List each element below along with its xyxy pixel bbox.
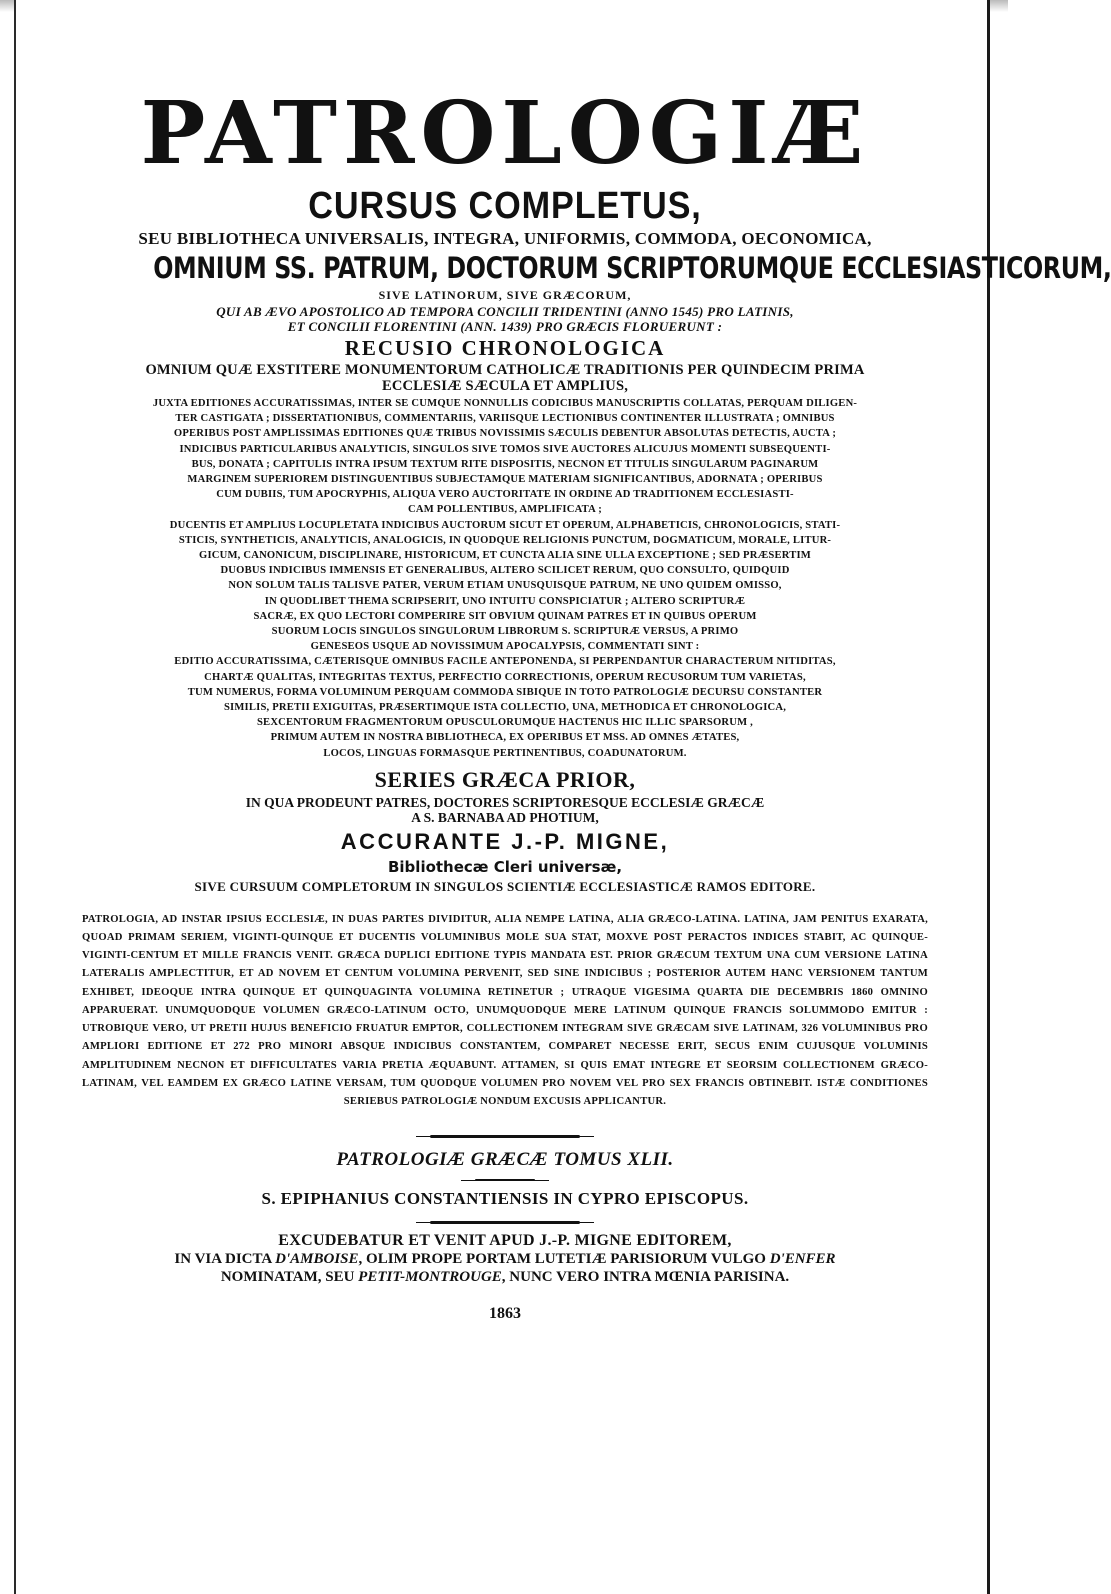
qui-line-1: QUI AB ÆVO APOSTOLICO AD TEMPORA CONCILII TRIDENTINI (ANNO 1545) PRO LATINIS, <box>216 304 794 319</box>
title-page-content <box>76 83 1111 1326</box>
description-line: BUS, DONATA ; CAPITULIS INTRA IPSUM TEXTUM RITE DISPOSITIS, NECNON ET TITULIS SINGULARUM PAGINARUM <box>191 458 819 470</box>
editor-name: ACCURANTE J.-P. MIGNE, <box>340 828 670 854</box>
main-title: PATROLOGIÆ <box>140 83 870 184</box>
description-line: PRIMUM AUTEM IN NOSTRA BIBLIOTHECA, EX OPERIBUS ET MSS. AD OMNES ÆTATES, <box>270 732 740 744</box>
description-line: GICUM, CANONICUM, DISCIPLINARE, HISTORICUM, ET CUNCTA ALIA SINE ULLA EXCEPTIONE ; SED PRÆSERTIM <box>199 550 811 562</box>
qui-line-2: ET CONCILII FLORENTINI (ANN. 1439) PRO GRÆCIS FLORUERUNT : <box>287 319 723 334</box>
divider-1 <box>76 1125 934 1147</box>
description-line: IN QUODLIBET THEMA SCRIPSERIT, UNO INTUITU CONSPICIATUR ; ALTERO SCRIPTURÆ <box>264 595 746 607</box>
imprint-excudebatur: EXCUDEBATUR ET VENIT APUD J.-P. MIGNE EDITOREM, <box>278 1232 732 1250</box>
patrologia-paragraph: PATROLOGIA, AD INSTAR IPSIUS ECCLESIÆ, IN DUAS PARTES DIVIDITUR, ALIA NEMPE LATINA, ALIA GRÆCO-LATINA. LATINA, JAM PENITUS EXARATA, QUOAD PRIMAM SERIEM, VIGINTI-QUINQUE ET DUCENTIS VOLUMINIBUS MOLE SUA STAT, MOXVE POST PERACTOS INDICES STABIT, AC QUINQUE-VIGINTI-CENTUM ET MILLE FRANCIS VENIT. GRÆCA DUPLICI EDITIONE TYPIS MANDATA EST. PRIOR GRÆCUM TEXTUM UNA CUM VERSIONE LATINA LATERALIS AMPLECTITUR, ET AD NOVEM ET CENTUM VOLUMINA PERVENIT, SED SINE INDICIBUS ; POSTERIOR AUTEM HANC VERSIONEM TANTUM EXHIBET, IDEOQUE INTRA QUINQUE ET QUINQUAGINTA VOLUMINA RETINETUR ; UTRAQUE VIGESIMA QUARTA DIE DECEMBRIS 1860 OMNINO APPARUERAT. UNUMQUODQUE VOLUMEN GRÆCO-LATINUM OCTO, UNUMQUODQUE MERE LATINUM QUINQUE FRANCIS SOLUMMODO EMITUR : UTROBIQUE VERO, UT PRETII HUJUS BENEFICIO FRUATUR EMPTOR, COLLECTIONEM INTEGRAM SIVE GRÆCAM SIVE LATINAM, 326 VOLUMINIBUS PRO AMPLIORI EDITIONE ET 272 PRO MINORI ABSQUE INDICIBUS CONSTANTEM, COMPARET NECESSE ERIT, SECUS ENIM CUJUSQUE VOLUMINIS AMPLITUDINEM NECNON ET DIFFICULTATES VARIA PRETIA ÆQUABUNT. ATTAMEN, SI QUIS EMAT INTEGRE ET SEORSIM COLLECTIONEM GRÆCO-LATINAM, VEL EAMDEM EX GRÆCO LATINE VERSAM, TUM QUODQUE VOLUMEN PRO NOVEM VEL PRO SEX FRANCIS OBTINEBIT. ISTÆ CONDITIONES SERIEBUS PATROLOGIÆ NONDUM EXCUSIS APPLICANTUR. <box>82 913 928 1107</box>
description-line: SIMILIS, PRETII EXIGUITAS, PRÆSERTIMQUE ISTA COLLECTIO, UNA, METHODICA ET CHRONOLOGICA, <box>223 702 787 714</box>
description-line: JUXTA EDITIONES ACCURATISSIMAS, INTER SE CUMQUE NONNULLIS CODICIBUS MANUSCRIPTIS COLLATAS, PERQUAM DILIGEN- <box>152 398 858 409</box>
description-line: SEXCENTORUM FRAGMENTORUM OPUSCULORUMQUE HACTENUS HIC ILLIC SPARSORUM , <box>256 717 754 729</box>
divider-2 <box>76 1173 934 1185</box>
divider-rule <box>475 1179 535 1181</box>
imprint-nominatam-line <box>76 1268 934 1286</box>
imprint-via-text: IN VIA DICTA <box>174 1251 276 1268</box>
imprint-via-text-2: , OLIM PROPE PORTAM LUTETIÆ PARISIORUM VULGO <box>358 1251 770 1268</box>
divider-3 <box>76 1213 934 1231</box>
divider-rule <box>430 1135 580 1138</box>
editor-biblio: Bibliothecæ Cleri universæ, <box>387 857 623 876</box>
epiphanius-line: S. EPIPHANIUS CONSTANTIENSIS IN CYPRO EPISCOPUS. <box>261 1189 749 1209</box>
imprint-dambroise: D'AMBOISE <box>275 1251 359 1268</box>
subtitle-cursus: CURSUS COMPLETUS, <box>308 185 702 227</box>
series-heading: SERIES GRÆCA PRIOR, <box>374 766 636 792</box>
imprint-petit-montrouge: PETIT-MONTROUGE <box>358 1269 502 1286</box>
omnium-quae-line-1: OMNIUM QUÆ EXSTITERE MONUMENTORUM CATHOLICÆ TRADITIONIS PER QUINDECIM PRIMA <box>145 362 865 378</box>
imprint-via-line <box>76 1250 934 1268</box>
description-block <box>76 396 934 761</box>
imprint-nominatam-text-2: , NUNC VERO INTRA MŒNIA PARISINA. <box>501 1269 790 1286</box>
description-line: DUCENTIS ET AMPLIUS LOCUPLETATA INDICIBUS AUCTORUM SICUT ET OPERUM, ALPHABETICIS, CHRONOLOGICIS, STATI- <box>169 519 841 531</box>
description-line: CAM POLLENTIBUS, AMPLIFICATA ; <box>408 504 602 516</box>
title-page <box>14 0 1111 1594</box>
description-line: EDITIO ACCURATISSIMA, CÆTERISQUE OMNIBUS FACILE ANTEPONENDA, SI PERPENDANTUR CHARACTERUM NITIDITAS, <box>174 656 836 668</box>
description-line: CHARTÆ QUALITAS, INTEGRITAS TEXTUS, PERFECTIO CORRECTIONIS, OPERUM RECUSORUM TUM VARIETAS, <box>204 671 806 683</box>
description-line: STICIS, SYNTHETICIS, ANALYTICIS, ANALOGICIS, IN QUODQUE RELIGIONIS PUNCTUM, DOGMATICUM, MORALE, LITUR- <box>178 534 832 546</box>
description-line: CUM DUBIIS, TUM APOCRYPHIS, ALIQUA VERO AUCTORITATE IN ORDINE AD TRADITIONEM ECCLESIASTI- <box>216 489 794 501</box>
description-line: OPERIBUS POST AMPLISSIMAS EDITIONES QUÆ TRIBUS NOVISSIMIS SÆCULIS DEBENTUR ABSOLUTAS DETECTIS, AUCTA ; <box>173 428 837 440</box>
imprint-nominatam-text: NOMINATAM, SEU <box>220 1269 359 1286</box>
imprint-denfer: D'ENFER <box>769 1251 836 1268</box>
description-line: TUM NUMERUS, FORMA VOLUMINUM PERQUAM COMMODA SIBIQUE IN TOTO PATROLOGIÆ DECURSU CONSTANTER <box>187 686 823 698</box>
seu-line: SEU BIBLIOTHECA UNIVERSALIS, INTEGRA, UNIFORMIS, COMMODA, OECONOMICA, <box>138 229 872 248</box>
tomus-title: PATROLOGIÆ GRÆCÆ TOMUS XLII. <box>336 1149 674 1171</box>
description-line: TER CASTIGATA ; DISSERTATIONIBUS, COMMENTARIIS, VARIISQUE LECTIONIBUS CONTINENTER ILLUSTRATA ; OMNIBUS <box>175 413 835 425</box>
omnium-quae-line-2: ECCLESIÆ SÆCULA ET AMPLIUS, <box>381 378 629 394</box>
description-line: NON SOLUM TALIS TALISVE PATER, VERUM ETIAM UNUSQUISQUE PATRUM, NE UNO QUIDEM OMISSO, <box>228 580 782 592</box>
omnium-patrum-line: OMNIUM SS. PATRUM, DOCTORUM SCRIPTORUMQUE ECCLESIASTICORUM, <box>153 251 1111 285</box>
recusio-heading: RECUSIO CHRONOLOGICA <box>344 336 666 360</box>
divider-rule <box>430 1221 580 1224</box>
publication-year: 1863 <box>489 1305 521 1323</box>
description-line: SUORUM LOCIS SINGULOS SINGULORUM LIBRORUM S. SCRIPTURÆ VERSUS, A PRIMO <box>271 626 739 638</box>
description-line: LOCOS, LINGUAS FORMASQUE PERTINENTIBUS, COADUNATORUM. <box>323 747 687 759</box>
description-line: INDICIBUS PARTICULARIBUS ANALYTICIS, SINGULOS SIVE TOMOS SIVE AUCTORES ALICUJUS MOMENTI SUBSEQUENTI- <box>179 443 831 455</box>
series-line-2: A S. BARNABA AD PHOTIUM, <box>411 809 599 825</box>
series-line-1: IN QUA PRODEUNT PATRES, DOCTORES SCRIPTORESQUE ECCLESIÆ GRÆCÆ <box>245 794 765 810</box>
description-line: SACRÆ, EX QUO LECTORI COMPERIRE SIT OBVIUM QUINAM PATRES ET IN QUIBUS OPERUM <box>253 610 757 622</box>
editor-sive-cursuum: SIVE CURSUUM COMPLETORUM IN SINGULOS SCIENTIÆ ECCLESIASTICÆ RAMOS EDITORE. <box>194 878 816 894</box>
sive-latinorum-line: SIVE LATINORUM, SIVE GRÆCORUM, <box>378 288 632 302</box>
description-line: MARGINEM SUPERIOREM DISTINGUENTIBUS SUBJECTAMQUE MATERIAM SIGNIFICANTIBUS, ADORNATA ; OPERIBUS <box>187 474 823 486</box>
description-line: GENESEOS USQUE AD NOVISSIMUM APOCALYPSIS, COMMENTATI SINT : <box>310 641 700 653</box>
description-line: DUOBUS INDICIBUS IMMENSIS ET GENERALIBUS, ALTERO SCILICET RERUM, QUO CONSULTO, QUIDQUID <box>220 565 790 577</box>
